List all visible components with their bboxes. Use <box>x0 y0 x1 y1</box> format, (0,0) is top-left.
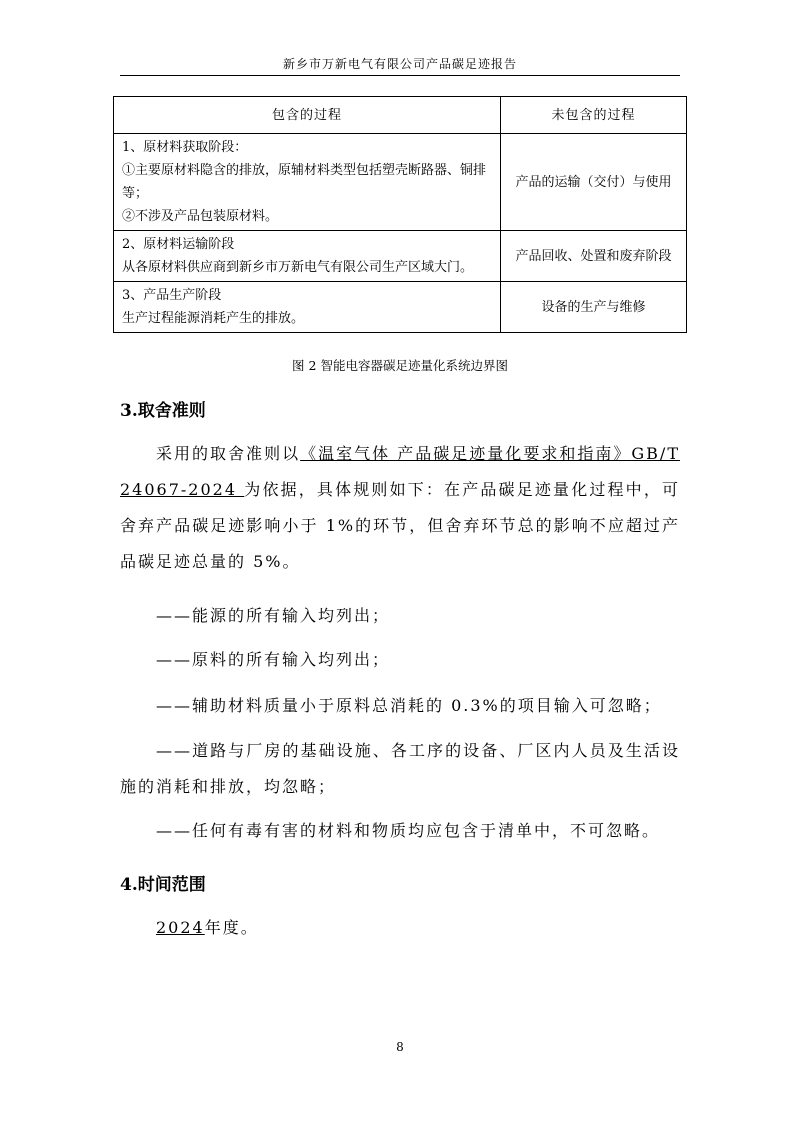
system-boundary-table <box>113 96 687 333</box>
rule-item: ——辅助材料质量小于原料总消耗的 0.3%的项目输入可忽略； <box>156 696 662 715</box>
table-row <box>114 134 687 231</box>
figure-caption: 图 2 智能电容器碳足迹量化系统边界图 <box>292 358 508 373</box>
included-line: 2、原材料运输阶段 <box>122 237 235 252</box>
included-cell <box>114 231 501 282</box>
included-line: 3、产品生产阶段 <box>122 288 222 303</box>
included-line: ①主要原材料隐含的排放，原辅材料类型包括塑壳断路器、铜排等； <box>122 163 487 201</box>
excluded-cell: 产品的运输（交付）与使用 <box>501 134 687 231</box>
excluded-cell: 设备的生产与维修 <box>501 282 687 333</box>
section3-heading: 3.取舍准则 <box>120 401 206 421</box>
table-header-row <box>114 97 687 134</box>
col-excluded-header: 未包含的过程 <box>501 97 687 134</box>
included-line: 从各原材料供应商到新乡市万新电气有限公司生产区域大门。 <box>122 260 474 275</box>
rule-item: ——能源的所有输入均列出； <box>156 606 391 625</box>
rule-item: ——原料的所有输入均列出； <box>156 650 391 669</box>
rule-item: ——任何有毒有害的材料和物质均应包含于清单中，不可忽略。 <box>156 821 661 840</box>
included-cell <box>114 282 501 333</box>
section4-heading: 4.时间范围 <box>120 875 206 895</box>
col-included-header: 包含的过程 <box>114 97 501 134</box>
section3-intro <box>120 436 680 580</box>
intro-post: 为依据，具体规则如下：在产品碳足迹量化过程中，可舍弃产品碳足迹影响小于 1%的环节，但舍弃环节总的影响不应超过产品碳足迹总量的 5%。 <box>120 480 680 571</box>
time-range-year: 2024 <box>156 918 205 937</box>
intro-ref-title: 《温室气体 产品碳足迹量化要求和指南》 <box>300 444 632 463</box>
time-range-suffix: 年度。 <box>204 918 259 937</box>
included-line: 1、原材料获取阶段： <box>122 140 248 155</box>
included-cell <box>114 134 501 231</box>
page-number: 8 <box>396 1040 404 1054</box>
page-header: 新乡市万新电气有限公司产品碳足迹报告 <box>282 57 517 71</box>
section4-text <box>120 910 680 946</box>
table-row <box>114 231 687 282</box>
table-row <box>114 282 687 333</box>
rule-item: ——道路与厂房的基础设施、各工序的设备、厂区内人员及生活设施的消耗和排放，均忽略； <box>120 741 680 796</box>
included-line: 生产过程能源消耗产生的排放。 <box>122 311 305 326</box>
included-line: ②不涉及产品包装原材料。 <box>122 209 279 224</box>
intro-pre: 采用的取舍准则以 <box>156 444 301 463</box>
header-rule <box>120 75 680 76</box>
intro-ref-code: GB/T 24067-2024 <box>120 444 680 499</box>
excluded-cell: 产品回收、处置和废弃阶段 <box>501 231 687 282</box>
